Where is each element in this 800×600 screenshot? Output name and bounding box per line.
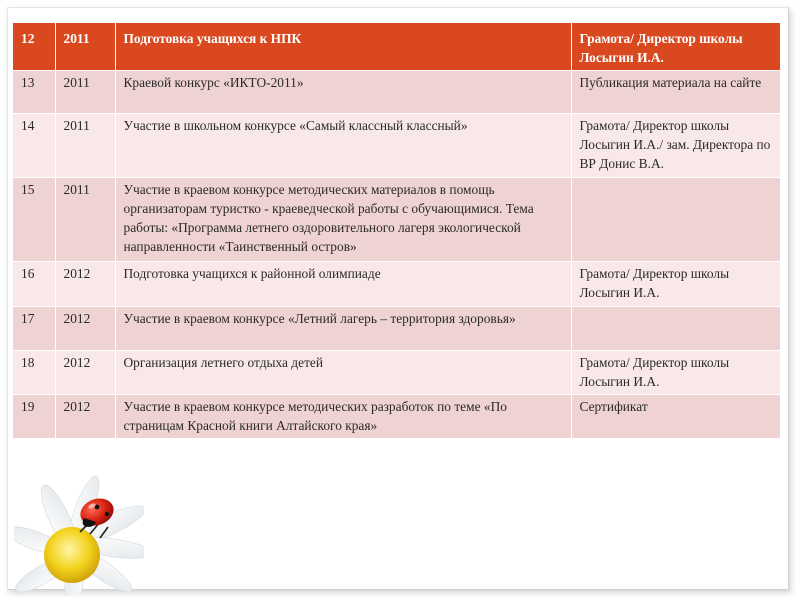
cell-year: 2012	[55, 262, 115, 307]
cell-event: Подготовка учащихся к НПК	[115, 23, 571, 71]
cell-number: 19	[13, 395, 55, 439]
cell-year: 2012	[55, 395, 115, 439]
cell-result	[571, 178, 780, 262]
cell-event: Подготовка учащихся к районной олимпиаде	[115, 262, 571, 307]
cell-result: Грамота/ Директор школы Лосыгин И.А.	[571, 23, 780, 71]
cell-event: Участие в краевом конкурсе методических материалов в помощь организаторам туристко - краеведческой работы с обучающимися. Тема работы: «Программа летнего оздоровительного лагеря экологической направленности «Таинственный остров»	[115, 178, 571, 262]
daisy-center	[44, 527, 100, 583]
cell-number: 12	[13, 23, 55, 71]
cell-year: 2011	[55, 178, 115, 262]
table-row	[13, 71, 780, 114]
table-row	[13, 307, 780, 351]
cell-number: 15	[13, 178, 55, 262]
cell-result: Грамота/ Директор школы Лосыгин И.А./ зам. Директора по ВР Донис В.А.	[571, 114, 780, 178]
cell-result: Грамота/ Директор школы Лосыгин И.А.	[571, 351, 780, 395]
cell-number: 14	[13, 114, 55, 178]
table-row	[13, 262, 780, 307]
cell-result	[571, 307, 780, 351]
cell-event: Участие в краевом конкурсе «Летний лагерь – территория здоровья»	[115, 307, 571, 351]
cell-year: 2011	[55, 71, 115, 114]
cell-number: 16	[13, 262, 55, 307]
table-row	[13, 395, 780, 439]
cell-year: 2012	[55, 351, 115, 395]
cell-result: Грамота/ Директор школы Лосыгин И.А.	[571, 262, 780, 307]
cell-event: Участие в школьном конкурсе «Самый классный классный»	[115, 114, 571, 178]
table-row	[13, 178, 780, 262]
table-row	[13, 23, 780, 71]
cell-result: Сертификат	[571, 395, 780, 439]
cell-number: 18	[13, 351, 55, 395]
cell-result: Публикация материала на сайте	[571, 71, 780, 114]
cell-event: Краевой конкурс «ИКТО-2011»	[115, 71, 571, 114]
daisy-ladybug-image	[14, 470, 144, 595]
table-row	[13, 114, 780, 178]
cell-event: Участие в краевом конкурсе методических разработок по теме «По страницам Красной книги Алтайского края»	[115, 395, 571, 439]
cell-year: 2012	[55, 307, 115, 351]
table-row	[13, 351, 780, 395]
cell-number: 13	[13, 71, 55, 114]
cell-event: Организация летнего отдыха детей	[115, 351, 571, 395]
cell-number: 17	[13, 307, 55, 351]
cell-year: 2011	[55, 114, 115, 178]
cell-year: 2011	[55, 23, 115, 71]
achievements-table	[13, 23, 781, 439]
